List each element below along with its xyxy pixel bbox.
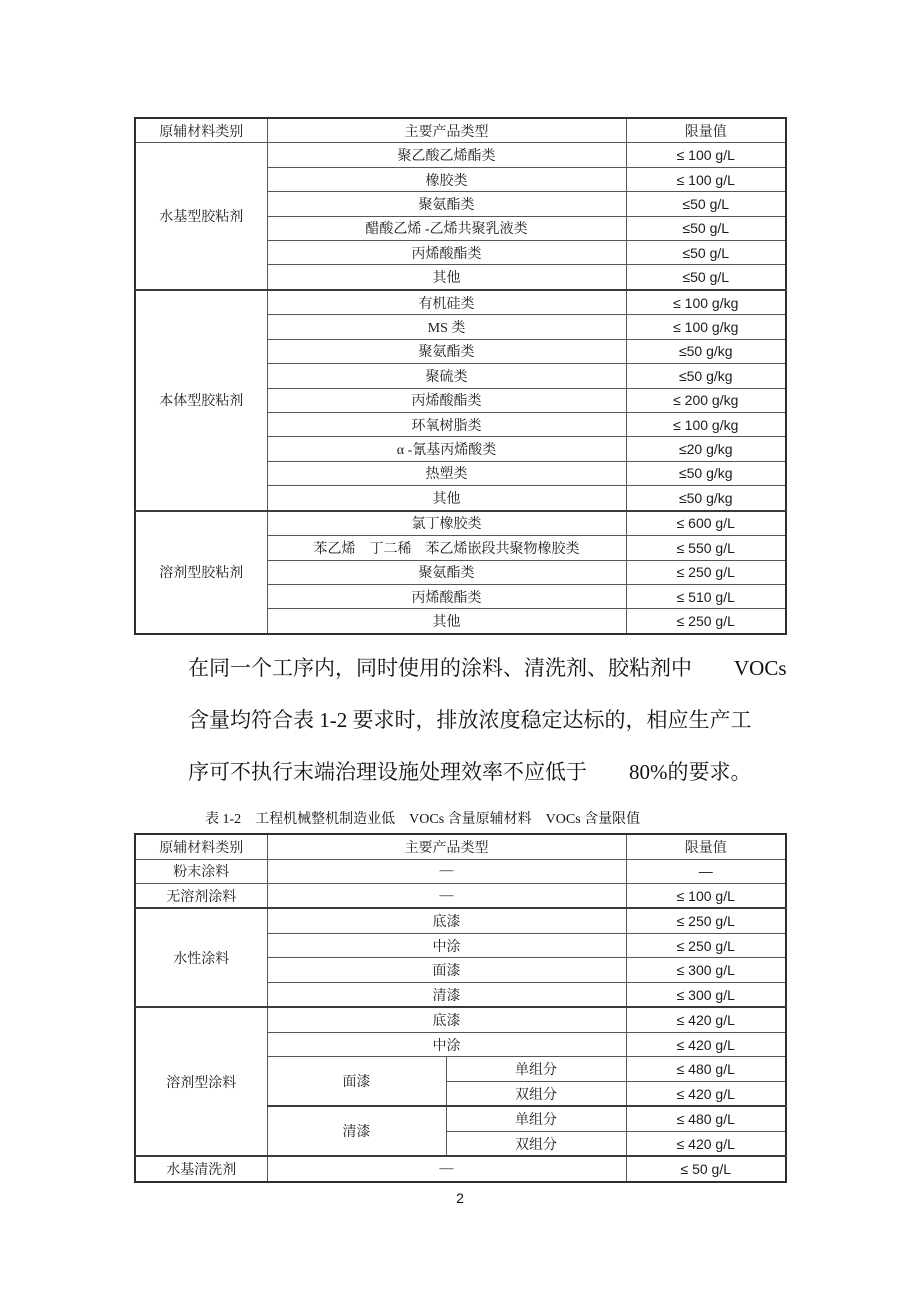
- limit-cell: ≤ 420 g/L: [626, 1007, 786, 1032]
- limit-cell: ≤50 g/L: [626, 241, 786, 265]
- limit-cell: ≤ 250 g/L: [626, 609, 786, 634]
- limit-cell: ≤50 g/L: [626, 216, 786, 240]
- limit-cell: ≤ 50 g/L: [626, 1156, 786, 1182]
- product-cell: 其他: [267, 609, 626, 634]
- table-row: [135, 143, 786, 167]
- component-cell: 单组分: [446, 1106, 626, 1131]
- table2-header-row: [135, 834, 786, 859]
- header-cell-material-category: 原辅材料类别: [135, 834, 267, 859]
- limit-cell: ≤ 100 g/L: [626, 143, 786, 167]
- product-cell: 其他: [267, 486, 626, 511]
- adhesives-voc-limits-table: [134, 117, 787, 635]
- limit-cell: ≤ 480 g/L: [626, 1057, 786, 1081]
- product-cell: 底漆: [267, 908, 626, 933]
- limit-cell: ≤ 100 g/kg: [626, 412, 786, 436]
- table2-caption: 表 1-2 工程机械整机制造业低 VOCs 含量原辅材料 VOCs 含量限值: [205, 812, 641, 827]
- category-cell: 水性涂料: [135, 908, 267, 1007]
- category-cell: 溶剂型涂料: [135, 1007, 267, 1156]
- limit-cell: ≤ 600 g/L: [626, 511, 786, 536]
- product-cell: 底漆: [267, 1007, 626, 1032]
- paragraph-line: 序可不执行末端治理设施处理效率不应低于 80%的要求。: [188, 760, 752, 784]
- product-cell: 橡胶类: [267, 167, 626, 191]
- product-cell: 聚氨酯类: [267, 560, 626, 584]
- product-cell: 面漆: [267, 958, 626, 982]
- product-cell: 其他: [267, 265, 626, 290]
- limit-cell: ≤ 300 g/L: [626, 982, 786, 1007]
- component-cell: 双组分: [446, 1081, 626, 1106]
- paragraph-line: 含量均符合表 1-2 要求时，排放浓度稳定达标的，相应生产工: [188, 708, 752, 732]
- product-cell: 苯乙烯 丁二稀 苯乙烯嵌段共聚物橡胶类: [267, 536, 626, 560]
- category-cell: 粉末涂料: [135, 859, 267, 883]
- limit-cell: ≤ 420 g/L: [626, 1131, 786, 1156]
- product-cell: 醋酸乙烯 -乙烯共聚乳液类: [267, 216, 626, 240]
- product-cell: 丙烯酸酯类: [267, 241, 626, 265]
- limit-cell: ≤ 100 g/kg: [626, 290, 786, 315]
- table-row: [135, 290, 786, 315]
- limit-cell: ≤50 g/L: [626, 192, 786, 216]
- product-cell: 丙烯酸酯类: [267, 388, 626, 412]
- limit-cell: ≤50 g/kg: [626, 339, 786, 363]
- limit-cell: ≤ 250 g/L: [626, 933, 786, 957]
- product-cell: 聚硫类: [267, 364, 626, 388]
- limit-cell: ≤50 g/L: [626, 265, 786, 290]
- product-cell: 中涂: [267, 1032, 626, 1056]
- table-row: [135, 1007, 786, 1032]
- component-cell: 单组分: [446, 1057, 626, 1081]
- limit-cell: ≤50 g/kg: [626, 461, 786, 485]
- limit-cell: ≤20 g/kg: [626, 437, 786, 461]
- product-cell: 聚氨酯类: [267, 192, 626, 216]
- limit-cell: ≤ 480 g/L: [626, 1106, 786, 1131]
- body-paragraph: [188, 642, 798, 798]
- header-cell-limit: 限量值: [626, 118, 786, 143]
- product-cell: 聚氨酯类: [267, 339, 626, 363]
- table1-header-row: [135, 118, 786, 143]
- limit-cell: ≤50 g/kg: [626, 364, 786, 388]
- product-cell: 清漆: [267, 982, 626, 1007]
- limit-cell: ≤ 250 g/L: [626, 908, 786, 933]
- category-cell: 本体型胶粘剂: [135, 290, 267, 511]
- coatings-voc-limits-table: [134, 833, 787, 1183]
- limit-cell: ≤ 100 g/L: [626, 167, 786, 191]
- category-cell: 水基清洗剂: [135, 1156, 267, 1182]
- product-cell: 氯丁橡胶类: [267, 511, 626, 536]
- table-row: [135, 908, 786, 933]
- limit-cell: ≤ 420 g/L: [626, 1081, 786, 1106]
- product-cell: MS 类: [267, 315, 626, 339]
- component-cell: 双组分: [446, 1131, 626, 1156]
- product-cell: —: [267, 859, 626, 883]
- product-cell: 热塑类: [267, 461, 626, 485]
- product-cell: 聚乙酸乙烯酯类: [267, 143, 626, 167]
- product-cell: α -氰基丙烯酸类: [267, 437, 626, 461]
- page-number: 2: [456, 1190, 464, 1206]
- header-cell-material-category: 原辅材料类别: [135, 118, 267, 143]
- limit-cell: ≤ 550 g/L: [626, 536, 786, 560]
- header-cell-product-type: 主要产品类型: [267, 118, 626, 143]
- category-cell: 溶剂型胶粘剂: [135, 511, 267, 634]
- table-row: [135, 859, 786, 883]
- product-cell: 丙烯酸酯类: [267, 584, 626, 608]
- product-cell: —: [267, 883, 626, 908]
- product-cell: 中涂: [267, 933, 626, 957]
- product-cell: 清漆: [267, 1106, 446, 1156]
- limit-cell: ≤50 g/kg: [626, 486, 786, 511]
- category-cell: 无溶剂涂料: [135, 883, 267, 908]
- category-cell: 水基型胶粘剂: [135, 143, 267, 290]
- table-row: [135, 1156, 786, 1182]
- product-cell: —: [267, 1156, 626, 1182]
- limit-cell: ≤ 420 g/L: [626, 1032, 786, 1056]
- header-cell-product-type: 主要产品类型: [267, 834, 626, 859]
- product-cell: 环氧树脂类: [267, 412, 626, 436]
- paragraph-line: 在同一个工序内，同时使用的涂料、清洗剂、胶粘剂中 VOCs: [188, 656, 787, 680]
- limit-cell: ≤ 510 g/L: [626, 584, 786, 608]
- table-row: [135, 511, 786, 536]
- limit-cell: ≤ 100 g/kg: [626, 315, 786, 339]
- table-row: [135, 883, 786, 908]
- header-cell-limit: 限量值: [626, 834, 786, 859]
- limit-cell: —: [626, 859, 786, 883]
- limit-cell: ≤ 300 g/L: [626, 958, 786, 982]
- limit-cell: ≤ 250 g/L: [626, 560, 786, 584]
- limit-cell: ≤ 100 g/L: [626, 883, 786, 908]
- product-cell: 面漆: [267, 1057, 446, 1106]
- limit-cell: ≤ 200 g/kg: [626, 388, 786, 412]
- product-cell: 有机硅类: [267, 290, 626, 315]
